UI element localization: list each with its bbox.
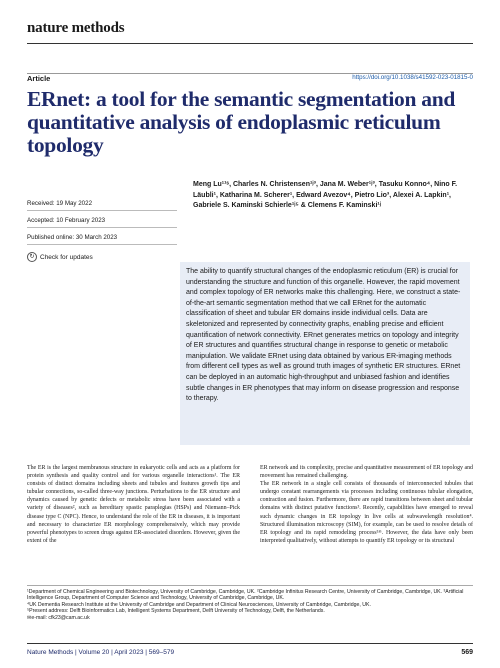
footnote-affiliations-2: ⁴UK Dementia Research Institute at the University of Cambridge and Department of Clinical Neurosciences, University of Cambridge, Cambridge, UK. — [27, 601, 371, 608]
header-rule — [27, 43, 473, 44]
meta-divider — [27, 227, 177, 228]
meta-divider — [27, 244, 177, 245]
footnotes — [27, 589, 473, 621]
received-date: Received: 19 May 2022 — [27, 200, 93, 207]
check-updates-button[interactable] — [27, 252, 93, 262]
check-updates-label: Check for updates — [40, 253, 93, 261]
footnote-email[interactable]: ✉e-mail: cfk23@cam.ac.uk — [27, 614, 90, 621]
journal-name: nature methods — [27, 20, 125, 36]
author-list: Meng Lu¹¹ˢ, Charles N. Christensen¹ʲ³, Jana M. Weber¹ʲ³, Tasuku Konno⁴, Nino F. Läubli¹, Katharina M. Scherer¹, Edward Avezov⁴, Pietro Lio³, Alexei A. Lapkin¹, Gabriele S. Kaminski Schierle¹ʲ⁵ & Clemens F. Kaminski¹ʲ — [193, 181, 458, 210]
published-date: Published online: 30 March 2023 — [27, 234, 118, 241]
meta-divider — [27, 210, 177, 211]
footer-citation: Nature Methods | Volume 20 | April 2023 | 569–579 — [27, 649, 175, 656]
refresh-icon: ↻ — [27, 252, 37, 262]
doi-link[interactable]: https://doi.org/10.1038/s41592-023-01815-0 — [352, 74, 473, 81]
footer-rule — [27, 643, 473, 644]
accepted-date: Accepted: 10 February 2023 — [27, 217, 106, 224]
page-number: 569 — [461, 649, 473, 656]
article-title: ERnet: a tool for the semantic segmentation and quantitative analysis of endoplasmic reticulum topology — [27, 87, 456, 157]
body-column-left: The ER is the largest membranous structure in eukaryotic cells and acts as a platform for protein synthesis and quality control and for various organelle interactions¹. The ER consists of distinct domains including sheets and tubules and features growth tips and tubular connections, so-called three-way junctions. Perturbations to the ER structure and dynamics caused by genetic defects or metabolic stress have been associated with a variety of diseases², such as hereditary spastic paraplegias (HSPs) and Niemann–Pick disease type C (NPC). Hence, to understand the role of the ER in diseases, it is important and necessary to characterize ER morphology comprehensively, which may provide powerful phenotypes to screen drugs against ER-associated disorders. However, given the extent of the — [27, 465, 240, 544]
footnote-rule — [27, 585, 473, 586]
footnote-affiliations-1: ¹Department of Chemical Engineering and Biotechnology, University of Cambridge, Cambridge, UK. ²Cambridge Infinitus Research Centre, University of Cambridge, Cambridge, UK. ³Artificial Intelligence Group, Department of Computer Science and Technology, University of Cambridge, Cambridge, UK. — [27, 589, 464, 602]
article-type: Article — [27, 74, 51, 83]
body-column-right: ER network and its complexity, precise and quantitative measurement of ER topology and movement has remained challenging. The ER network in a single cell consists of thousands of interconnected tubules that undergo constant rearrangements via processes including continuous tubular elongation, contraction and fusion. Furthermore, there are rapid transitions between sheet and tubular domains with distinct putative functions³. Recently, capabilities have emerged to reveal such dynamic changes in ER topology in live cells at subwavelength resolution⁴. Structured illumination microscopy (SIM), for example, can be used to resolve details of ER topology and its rapid remodeling process⁵ʲ⁶. However, the data have only been interpreted qualitatively, without attempts to quantify ER topology or its structural — [260, 465, 473, 544]
abstract-text: The ability to quantify structural changes of the endoplasmic reticulum (ER) is crucial for understanding the structure and function of this organelle. However, the rapid movement and complex topology of ER networks make this challenging. Here, we construct a state-of-the-art semantic segmentation method that we call ERnet for the automatic classification of sheet and tubular ER domains inside individual cells. Data are skeletonized and represented by connectivity graphs, enabling precise and efficient quantification of network connectivity. ERnet generates metrics on topology and integrity of ER structures and quantifies structural change in response to genetic or metabolic manipulation. We validate ERnet using data obtained by various ER-imaging methods from different cell types as well as ground truth images of synthetic ER structures. ERnet can be deployed in an automatic high-throughput and unbiased fashion and identifies subtle changes in ER phenotypes that may inform on disease progression and response to therapy. — [186, 268, 461, 403]
footnote-present-address: ⁵Present address: Delft Bioinformatics Lab, Intelligent Systems Department, Delft University of Technology, Delft, the Netherlands. — [27, 608, 325, 615]
